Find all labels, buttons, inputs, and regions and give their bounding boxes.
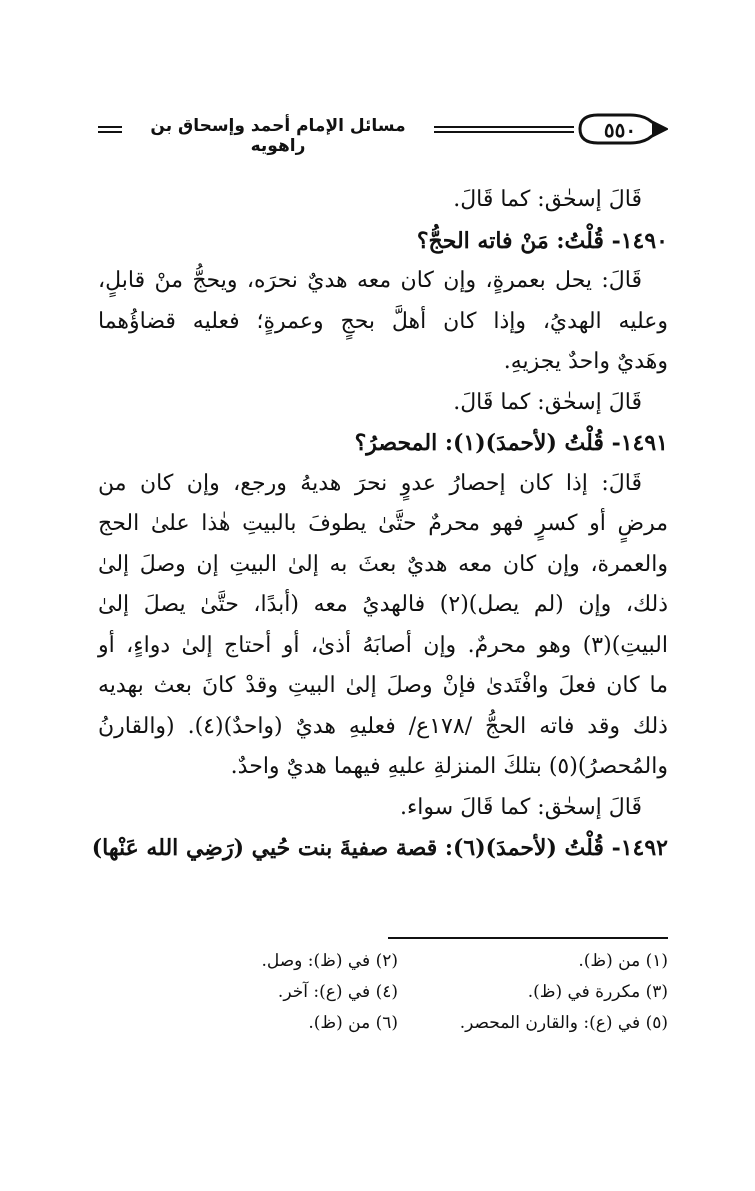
text-line: والعمرة، وإن كان معه هديٌ بعثَ به إلىٰ البيتِ إن وصلَ إلىٰ — [98, 551, 668, 577]
header-rule-right — [434, 126, 574, 133]
text-line: ذلك، وإن (لم يصل)(٢) فالهديُ معه (أبدًا، حتَّىٰ يصلَ إلىٰ — [98, 592, 668, 617]
text-line: وهَديٌ واحدٌ يجزيهِ. — [503, 349, 668, 374]
footnotes — [98, 946, 668, 1039]
text-line: البيتِ)(٣) وهو محرمٌ. وإن أصابَهُ أذىٰ، أو أحتاج إلىٰ دواءٍ، أو — [98, 632, 668, 658]
footnote: (٤) في (ع): آخر. — [277, 982, 398, 1002]
text-line: ما كان فعلَ وافْتَدىٰ فإنْ وصلَ إلىٰ البيتِ وقدْ كانَ بعث بهديه — [98, 673, 668, 698]
question-heading: ١٤٩١- قُلْتُ (لأحمدَ)(١): المحصرُ؟ — [354, 430, 668, 456]
question-heading: ١٤٩٢- قُلْتُ (لأحمدَ)(٦): قصة صفيةَ بنت حُيي (رَضِي الله عَنْها) — [91, 835, 668, 861]
question-heading: ١٤٩٠- قُلْتُ: مَنْ فاته الحجُّ؟ — [416, 227, 668, 254]
page-number-ornament — [568, 112, 668, 146]
main-text — [91, 180, 668, 869]
footnote-separator — [388, 937, 668, 939]
text-line: قَالَ إسحٰق: كما قَالَ. — [453, 389, 642, 415]
page-header — [98, 108, 668, 156]
footnote: (٥) في (ع): والقارن المحصر. — [459, 1013, 668, 1033]
footnote: (٢) في (ظ): وصل. — [261, 951, 398, 971]
footnote-row — [98, 946, 668, 977]
text-line: قَالَ إسحٰق: كما قَالَ سواء. — [399, 794, 642, 820]
text-line: قَالَ: إذا كان إحصارُ عدوٍ نحرَ هديهُ ورجع، وإن كان من — [98, 470, 642, 496]
running-title: مسائل الإمام أحمد وإسحاق بن راهويه — [128, 116, 428, 156]
text-line: والمُحصرُ)(٥) بتلكَ المنزلةِ عليهِ فيهما هديٌ واحدٌ. — [230, 754, 668, 779]
text-line: قَالَ: يحل بعمرةٍ، وإن كان معه هديٌ نحرَه، ويحجُّ منْ قابلٍ، — [98, 268, 642, 293]
footnote-row — [98, 1008, 668, 1039]
text-line: مرضٍ أو كسرٍ فهو محرمٌ حتَّىٰ يطوفَ بالبيتِ هٰذا علىٰ الحج — [98, 511, 668, 536]
text-line: وعليه الهديُ، وإذا كان أهلَّ بحجٍ وعمرةٍ؛ فعليه قضاؤُهما — [98, 308, 668, 334]
footnote: (٣) مكررة في (ظ). — [527, 982, 668, 1002]
footnote: (١) من (ظ). — [578, 951, 668, 971]
footnote: (٦) من (ظ). — [308, 1013, 398, 1033]
text-line: ذلك وقد فاته الحجُّ /١٧٨ع/ فعليهِ هديٌ (واحدٌ)(٤). (والقارنُ — [98, 713, 668, 739]
header-rule-left — [98, 126, 122, 133]
page-number: ٥٥٠ — [603, 118, 637, 142]
text-line: قَالَ إسحٰق: كما قَالَ. — [453, 187, 642, 212]
footnote-row — [98, 977, 668, 1008]
